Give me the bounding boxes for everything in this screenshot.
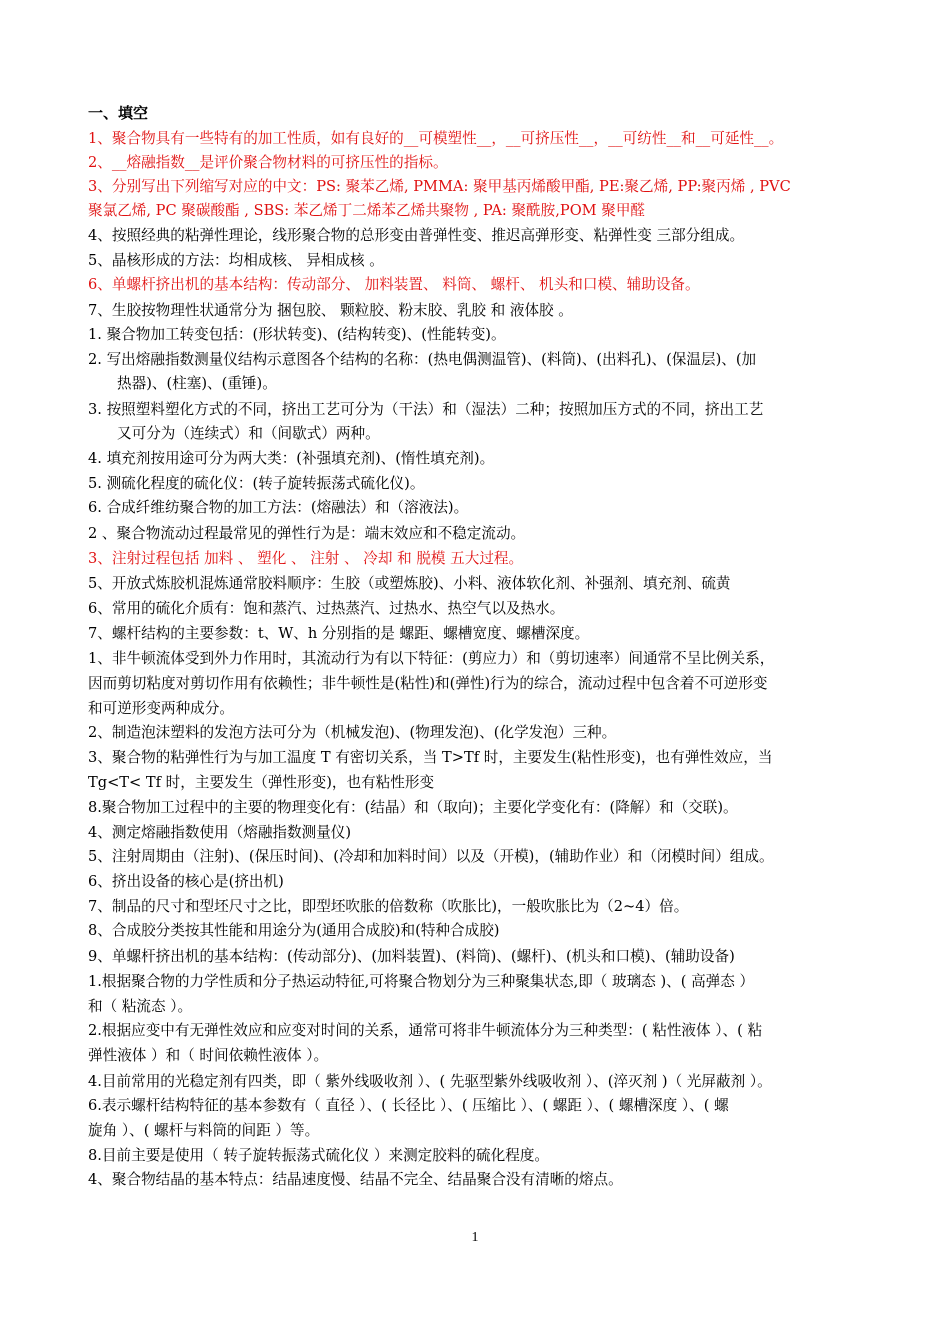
text-line: 1.根据聚合物的力学性质和分子热运动特征,可将聚合物划分为三种聚集状态,即（ 玻璃态 )、( 高弹态 ） bbox=[88, 973, 755, 990]
text-line: 2. 写出熔融指数测量仪结构示意图各个结构的名称：(热电偶测温管)、(料筒)、(出料孔)、(保温层)、(加 bbox=[88, 351, 757, 368]
text-line: 6、常用的硫化介质有：饱和蒸汽、过热蒸汽、过热水、热空气以及热水。 bbox=[88, 600, 565, 617]
text-line: 5. 测硫化程度的硫化仪：(转子旋转振荡式硫化仪)。 bbox=[88, 475, 425, 492]
page-number: 1 bbox=[471, 1230, 479, 1245]
text-line: 8.目前主要是使用（ 转子旋转振荡式硫化仪 ）来测定胶料的硫化程度。 bbox=[88, 1147, 550, 1164]
text-line: 因而剪切粘度对剪切作用有依赖性；非牛顿性是(粘性)和(弹性)行为的综合，流动过程中包含着不可逆形变 bbox=[88, 675, 768, 692]
text-line: 和可逆形变两种成分。 bbox=[88, 700, 234, 717]
text-line: 3、注射过程包括 加料 、 塑化 、 注射 、 冷却 和 脱模 五大过程。 bbox=[88, 550, 524, 567]
text-line: 2 、聚合物流动过程最常见的弹性行为是：端末效应和不稳定流动。 bbox=[88, 525, 526, 542]
section-heading: 一、填空 bbox=[88, 104, 149, 122]
text-line: 4.目前常用的光稳定剂有四类，即（ 紫外线吸收剂 ）、( 先驱型紫外线吸收剂 ）、(淬灭剂 )（ 光屏蔽剂 ）。 bbox=[88, 1073, 772, 1090]
text-line: 3、分别写出下列缩写对应的中文：PS: 聚苯乙烯, PMMA: 聚甲基丙烯酸甲酯, PE:聚乙烯, PP:聚丙烯 , PVC bbox=[88, 178, 791, 195]
text-line: 1、非牛顿流体受到外力作用时，其流动行为有以下特征：(剪应力）和（剪切速率）间通常不呈比例关系， bbox=[88, 650, 775, 667]
text-line: 和（ 粘流态 ）。 bbox=[88, 998, 193, 1015]
text-line: 1. 聚合物加工转变包括：(形状转变)、(结构转变)、(性能转变)。 bbox=[88, 326, 506, 343]
text-line: 5、晶核形成的方法：均相成核、 异相成核 。 bbox=[88, 252, 384, 269]
text-line: 2、制造泡沫塑料的发泡方法可分为（机械发泡)、(物理发泡)、(化学发泡）三种。 bbox=[88, 724, 617, 741]
text-line: 1、聚合物具有一些特有的加工性质，如有良好的__可模塑性__，__可挤压性__，__可纺性__和__可延性__。 bbox=[88, 130, 784, 147]
text-line: 8、合成胶分类按其性能和用途分为(通用合成胶)和(特种合成胶) bbox=[88, 922, 500, 939]
text-line: 7、制品的尺寸和型坯尺寸之比，即型坯吹胀的倍数称（吹胀比)，一般吹胀比为（2~4）倍。 bbox=[88, 898, 689, 915]
text-line: 9、单螺杆挤出机的基本结构：(传动部分)、(加料装置)、(料筒)、(螺杆)、(机头和口模)、(辅助设备) bbox=[88, 948, 735, 965]
text-line: 6.表示螺杆结构特征的基本参数有（ 直径 ）、( 长径比 ）、( 压缩比 ）、( 螺距 ）、( 螺槽深度 ）、( 螺 bbox=[88, 1097, 729, 1114]
text-line: 4、测定熔融指数使用（熔融指数测量仪) bbox=[88, 824, 352, 841]
text-line: 3、聚合物的粘弹性行为与加工温度 T 有密切关系，当 T>Tf 时，主要发生(粘性形变)，也有弹性效应，当 bbox=[88, 749, 773, 766]
text-line: 7、螺杆结构的主要参数：t、W、h 分别指的是 螺距、螺槽宽度、螺槽深度。 bbox=[88, 625, 590, 642]
text-line: 热器)、(柱塞)、(重锤)。 bbox=[117, 375, 277, 392]
text-line: 2、__熔融指数__是评价聚合物材料的可挤压性的指标。 bbox=[88, 154, 448, 171]
text-line: 弹性液体 ）和（ 时间依赖性液体 ）。 bbox=[88, 1047, 329, 1064]
text-line: 7、生胶按物理性状通常分为 捆包胶、 颗粒胶、粉末胶、乳胶 和 液体胶 。 bbox=[88, 302, 573, 319]
text-line: 6、单螺杆挤出机的基本结构：传动部分、 加料装置、 料筒、 螺杆、 机头和口模、辅助设备。 bbox=[88, 276, 700, 293]
text-line: 2.根据应变中有无弹性效应和应变对时间的关系，通常可将非牛顿流体分为三种类型：( 粘性液体 ）、( 粘 bbox=[88, 1022, 763, 1039]
text-line: 6、挤出设备的核心是(挤出机) bbox=[88, 873, 284, 890]
text-line: 又可分为（连续式）和（间歇式）两种。 bbox=[117, 425, 380, 442]
text-line: 5、开放式炼胶机混炼通常胶料顺序：生胶（或塑炼胶)、小料、液体软化剂、补强剂、填充剂、硫黄 bbox=[88, 575, 731, 592]
text-line: 4. 填充剂按用途可分为两大类：(补强填充剂)、(惰性填充剂)。 bbox=[88, 450, 495, 467]
text-line: 6. 合成纤维纺聚合物的加工方法：(熔融法）和（溶液法)。 bbox=[88, 499, 469, 516]
text-line: 4、按照经典的粘弹性理论，线形聚合物的总形变由普弹性变、推迟高弹形变、粘弹性变 三部分组成。 bbox=[88, 227, 745, 244]
text-line: 5、注射周期由（注射)、(保压时间)、(冷却和加料时间）以及（开模)，(辅助作业）和（闭模时间）组成。 bbox=[88, 848, 774, 865]
text-line: 4、聚合物结晶的基本特点：结晶速度慢、结晶不完全、结晶聚合没有清晰的熔点。 bbox=[88, 1171, 623, 1188]
text-line: 聚氯乙烯, PC 聚碳酸酯 , SBS: 苯乙烯丁二烯苯乙烯共聚物 , PA: 聚酰胺,POM 聚甲醛 bbox=[88, 202, 646, 219]
text-line: Tg<T< Tf 时，主要发生（弹性形变)，也有粘性形变 bbox=[88, 774, 435, 791]
text-line: 8.聚合物加工过程中的主要的物理变化有：(结晶）和（取向)；主要化学变化有：(降解）和（交联)。 bbox=[88, 799, 738, 816]
text-line: 旋角 ）、( 螺杆与料筒的间距 ）等。 bbox=[88, 1122, 320, 1139]
text-line: 3. 按照塑料塑化方式的不同，挤出工艺可分为（干法）和（湿法）二种；按照加压方式的不同，挤出工艺 bbox=[88, 401, 764, 418]
